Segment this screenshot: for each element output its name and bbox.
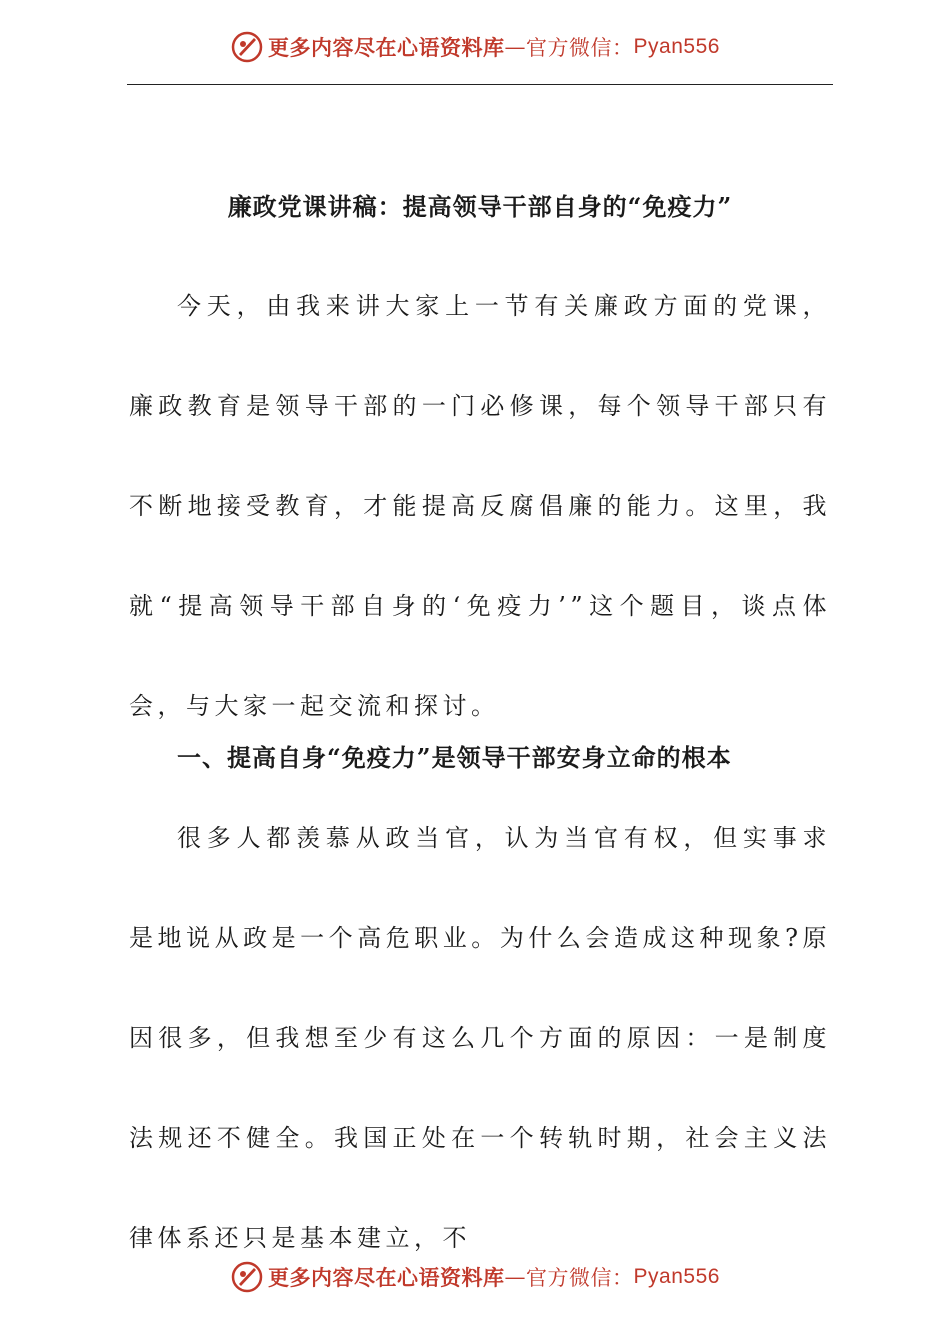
watermark-wechat-id: Pyan556 — [633, 35, 720, 58]
watermark-label: 官方微信： — [526, 36, 634, 60]
footer-watermark — [0, 1260, 950, 1294]
section-paragraph: 很多人都羡慕从政当官，认为当官有权，但实事求是地说从政是一个高危职业。为什么会造成这种现象?原因很多，但我想至少有这么几个方面的原因：一是制度法规还不健全。我国正处在一个转轨时期，社会主义法律体系还只是基本建立，不 — [129, 824, 831, 1252]
intro-paragraph: 今天，由我来讲大家上一节有关廉政方面的党课，廉政教育是领导干部的一门必修课，每个领导干部只有不断地接受教育，才能提高反腐倡廉的能力。这里，我就“提高领导干部自身的‘免疫力’”这个题目，谈点体会，与大家一起交流和探讨。 — [129, 292, 831, 720]
watermark-label: 官方微信： — [526, 1266, 634, 1290]
document-body — [129, 183, 831, 1288]
header-divider — [127, 84, 833, 85]
brand-logo-icon — [230, 30, 264, 64]
watermark-wechat-id: Pyan556 — [633, 1265, 720, 1288]
watermark-brand: 更多内容尽在心语资料库 — [268, 35, 505, 60]
section-heading: 一、提高自身“免疫力”是领导干部安身立命的根本 — [177, 743, 732, 772]
watermark-separator: — — [504, 35, 527, 59]
header-watermark — [0, 30, 950, 64]
brand-logo-icon — [230, 1260, 264, 1294]
document-title: 廉政党课讲稿：提高领导干部自身的“免疫力” — [227, 192, 733, 221]
watermark-separator: — — [504, 1265, 527, 1289]
watermark-brand: 更多内容尽在心语资料库 — [268, 1265, 505, 1290]
